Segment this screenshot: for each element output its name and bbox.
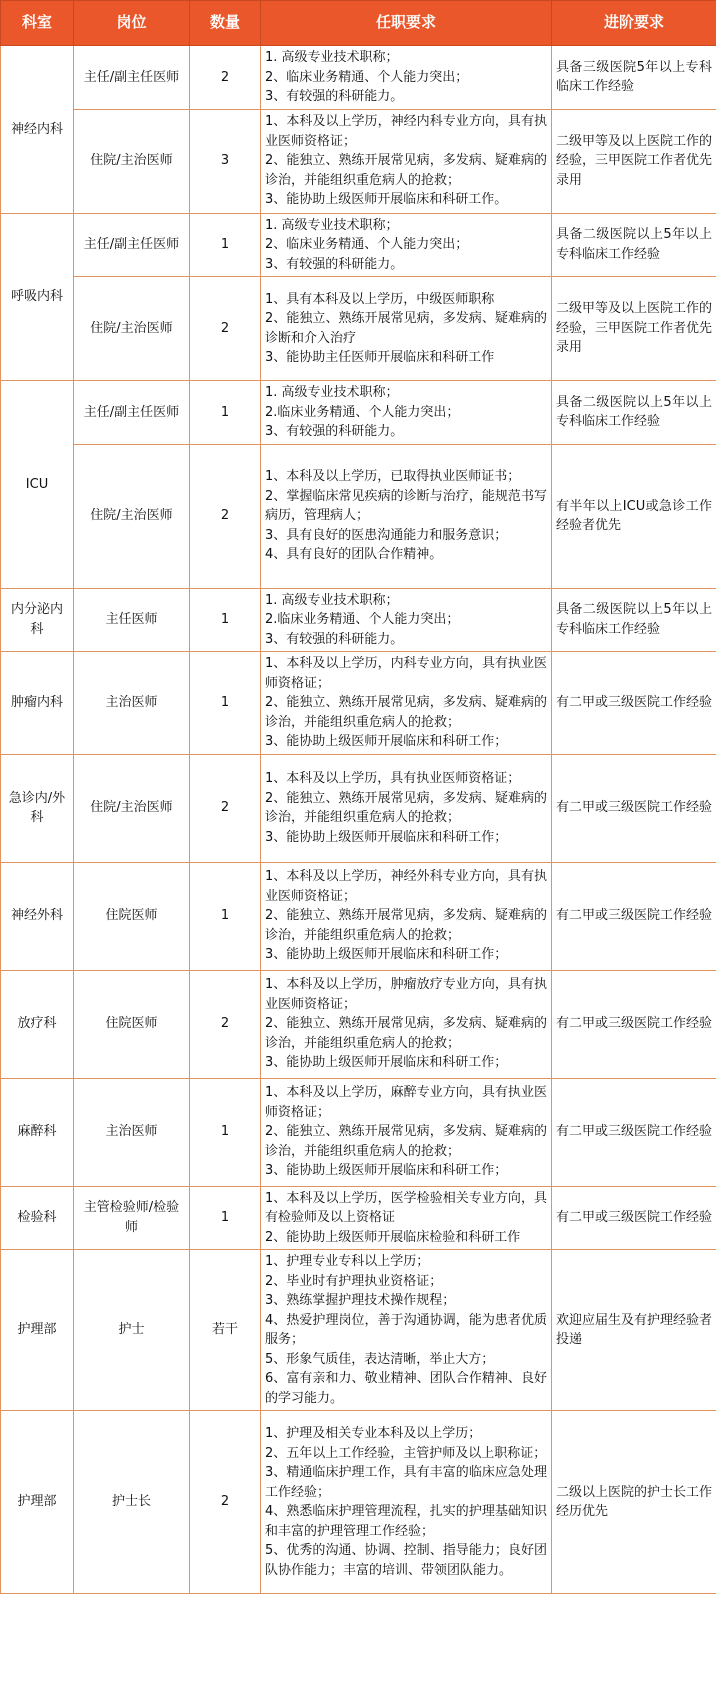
cell-department: 麻醉科: [1, 1078, 74, 1186]
header-count: 数量: [190, 1, 261, 46]
requirement-line: 1. 高级专业技术职称；: [265, 50, 399, 65]
cell-count: 1: [190, 213, 261, 277]
cell-position: 住院/主治医师: [74, 444, 190, 588]
table-row: [1, 109, 716, 213]
cell-requirements: [261, 588, 552, 652]
cell-position: 主任/副主任医师: [74, 381, 190, 445]
cell-count: 1: [190, 1186, 261, 1250]
cell-count: 3: [190, 109, 261, 213]
cell-advancement: 二级甲等及以上医院工作的经验，三甲医院工作者优先录用: [552, 109, 716, 213]
cell-count: 2: [190, 444, 261, 588]
requirement-line: 2、五年以上工作经验，主管护师及以上职称证；: [265, 1445, 547, 1461]
requirement-line: 2、能独立、熟练开展常见病，多发病、疑难病的诊治，并能组织重危病人的抢救；: [265, 1124, 547, 1159]
cell-department: 放疗科: [1, 970, 74, 1078]
requirement-line: 2、临床业务精通、个人能力突出；: [265, 237, 469, 252]
cell-count: 1: [190, 588, 261, 652]
cell-position: 主治医师: [74, 1078, 190, 1186]
cell-position: 护士长: [74, 1411, 190, 1594]
cell-count: 2: [190, 46, 261, 110]
cell-requirements: [261, 213, 552, 277]
cell-requirements: [261, 1411, 552, 1594]
cell-requirements: [261, 109, 552, 213]
cell-count: 若干: [190, 1250, 261, 1411]
cell-department: 内分泌内科: [1, 588, 74, 652]
cell-advancement: 具备二级医院以上5年以上专科临床工作经验: [552, 588, 716, 652]
requirement-line: 3、能协助上级医师开展临床和科研工作；: [265, 1163, 508, 1179]
table-row: [1, 970, 716, 1078]
cell-department: 护理部: [1, 1411, 74, 1594]
requirement-line: 1、护理专业专科以上学历；: [265, 1254, 430, 1269]
cell-advancement: 二级甲等及以上医院工作的经验，三甲医院工作者优先录用: [552, 277, 716, 381]
requirement-line: 3、能协助上级医师开展临床和科研工作；: [265, 1055, 508, 1071]
requirement-line: 2、毕业时有护理执业资格证；: [265, 1273, 443, 1289]
cell-advancement: 有二甲或三级医院工作经验: [552, 970, 716, 1078]
requirement-line: 2、能独立、熟练开展常见病，多发病、疑难病的诊治，并能组织重危病人的抢救；: [265, 153, 547, 188]
table-row: [1, 652, 716, 755]
requirement-line: 1、本科及以上学历，医学检验相关专业方向，具有检验师及以上资格证: [265, 1190, 547, 1225]
requirement-line: 3、精通临床护理工作，具有丰富的临床应急处理工作经验；: [265, 1465, 547, 1500]
requirement-line: 3、能协助上级医师开展临床和科研工作；: [265, 734, 508, 749]
cell-position: 主治医师: [74, 652, 190, 755]
header-row: [1, 1, 716, 46]
cell-count: 1: [190, 652, 261, 755]
requirement-line: 4、热爱护理岗位，善于沟通协调，能为患者优质服务；: [265, 1312, 547, 1347]
requirement-line: 3、有较强的科研能力。: [265, 631, 404, 647]
requirement-line: 4、熟悉临床护理管理流程，扎实的护理基础知识和丰富的护理管理工作经验；: [265, 1504, 547, 1539]
cell-advancement: 具备二级医院以上5年以上专科临床工作经验: [552, 381, 716, 445]
requirement-line: 3、能协助主任医师开展临床和科研工作: [265, 350, 495, 365]
requirement-line: 2、临床业务精通、个人能力突出；: [265, 69, 469, 85]
requirement-line: 3、能协助上级医师开展临床和科研工作；: [265, 947, 508, 963]
cell-requirements: [261, 652, 552, 755]
requirement-line: 3、能协助上级医师开展临床和科研工作。: [265, 192, 508, 208]
cell-position: 主任/副主任医师: [74, 213, 190, 277]
table-row: [1, 213, 716, 277]
cell-department: ICU: [1, 381, 74, 589]
cell-requirements: [261, 381, 552, 445]
cell-position: 主任/副主任医师: [74, 46, 190, 110]
table-row: [1, 588, 716, 652]
cell-advancement: 有二甲或三级医院工作经验: [552, 862, 716, 970]
requirement-line: 1、本科及以上学历，神经内科专业方向，具有执业医师资格证；: [265, 114, 547, 149]
cell-advancement: 有二甲或三级医院工作经验: [552, 1186, 716, 1250]
cell-requirements: [261, 444, 552, 588]
requirement-line: 2、掌握临床常见疾病的诊断与治疗，能规范书写病历，管理病人；: [265, 488, 547, 524]
header-requirements: 任职要求: [261, 1, 552, 46]
requirement-line: 1、本科及以上学历，具有执业医师资格证；: [265, 771, 521, 786]
table-row: [1, 1250, 716, 1411]
requirement-line: 3、熟练掌握护理技术操作规程；: [265, 1293, 456, 1308]
cell-advancement: 有半年以上ICU或急诊工作经验者优先: [552, 444, 716, 588]
requirement-line: 3、具有良好的医患沟通能力和服务意识；: [265, 527, 508, 543]
table-row: [1, 444, 716, 588]
cell-requirements: [261, 277, 552, 381]
cell-requirements: [261, 862, 552, 970]
requirement-line: 2、能独立、熟练开展常见病，多发病、疑难病的诊治，并能组织重危病人的抢救；: [265, 908, 547, 943]
cell-requirements: [261, 754, 552, 862]
requirement-line: 2.临床业务精通、个人能力突出；: [265, 612, 460, 627]
requirement-line: 1、具有本科及以上学历，中级医师职称: [265, 291, 495, 307]
requirement-line: 2、能独立、熟练开展常见病，多发病、疑难病的诊断和介入治疗: [265, 311, 547, 346]
table-row: [1, 1411, 716, 1594]
requirement-line: 3、能协助上级医师开展临床和科研工作；: [265, 829, 508, 845]
requirement-line: 2.临床业务精通、个人能力突出；: [265, 404, 460, 420]
requirement-line: 6、富有亲和力、敬业精神、团队合作精神、良好的学习能力。: [265, 1371, 547, 1406]
cell-count: 2: [190, 277, 261, 381]
requirement-line: 2、能独立、熟练开展常见病，多发病、疑难病的诊治，并能组织重危病人的抢救；: [265, 790, 547, 825]
cell-count: 2: [190, 754, 261, 862]
cell-advancement: 有二甲或三级医院工作经验: [552, 1078, 716, 1186]
requirement-line: 2、能独立、熟练开展常见病，多发病、疑难病的诊治，并能组织重危病人的抢救；: [265, 1016, 547, 1051]
table-row: [1, 381, 716, 445]
requirement-line: 5、形象气质佳，表达清晰，举止大方；: [265, 1351, 495, 1367]
requirement-line: 1、本科及以上学历，肿瘤放疗专业方向，具有执业医师资格证；: [265, 977, 547, 1012]
requirement-line: 1. 高级专业技术职称；: [265, 217, 399, 233]
requirement-line: 5、优秀的沟通、协调、控制、指导能力；良好团队协作能力；丰富的培训、带领团队能力。: [265, 1543, 547, 1578]
cell-requirements: [261, 1250, 552, 1411]
cell-department: 呼吸内科: [1, 213, 74, 381]
header-position: 岗位: [74, 1, 190, 46]
cell-requirements: [261, 46, 552, 110]
cell-position: 护士: [74, 1250, 190, 1411]
cell-advancement: 有二甲或三级医院工作经验: [552, 652, 716, 755]
requirement-line: 2、能独立、熟练开展常见病，多发病、疑难病的诊治，并能组织重危病人的抢救；: [265, 695, 547, 730]
cell-department: 神经外科: [1, 862, 74, 970]
table-row: [1, 862, 716, 970]
cell-advancement: 具备三级医院5年以上专科临床工作经验: [552, 46, 716, 110]
cell-requirements: [261, 1078, 552, 1186]
cell-count: 2: [190, 1411, 261, 1594]
cell-department: 检验科: [1, 1186, 74, 1250]
cell-position: 住院/主治医师: [74, 109, 190, 213]
cell-advancement: 欢迎应届生及有护理经验者投递: [552, 1250, 716, 1411]
table-row: [1, 754, 716, 862]
cell-department: 肿瘤内科: [1, 652, 74, 755]
cell-advancement: 具备二级医院以上5年以上专科临床工作经验: [552, 213, 716, 277]
requirement-line: 1、本科及以上学历，内科专业方向，具有执业医师资格证；: [265, 656, 547, 691]
cell-position: 主任医师: [74, 588, 190, 652]
requirement-line: 3、有较强的科研能力。: [265, 424, 404, 439]
requirement-line: 1、护理及相关专业本科及以上学历；: [265, 1426, 482, 1441]
table-row: [1, 46, 716, 110]
table-row: [1, 1078, 716, 1186]
requirement-line: 2、能协助上级医师开展临床检验和科研工作: [265, 1229, 521, 1245]
cell-count: 1: [190, 381, 261, 445]
cell-position: 住院/主治医师: [74, 754, 190, 862]
cell-advancement: 有二甲或三级医院工作经验: [552, 754, 716, 862]
cell-count: 1: [190, 1078, 261, 1186]
requirement-line: 1. 高级专业技术职称；: [265, 385, 399, 400]
header-advancement: 进阶要求: [552, 1, 716, 46]
cell-position: 住院/主治医师: [74, 277, 190, 381]
requirement-line: 1. 高级专业技术职称；: [265, 592, 399, 608]
cell-position: 住院医师: [74, 862, 190, 970]
cell-count: 2: [190, 970, 261, 1078]
cell-department: 急诊内/外科: [1, 754, 74, 862]
requirement-line: 3、有较强的科研能力。: [265, 256, 404, 272]
table-row: [1, 1186, 716, 1250]
cell-count: 1: [190, 862, 261, 970]
cell-advancement: 二级以上医院的护士长工作经历优先: [552, 1411, 716, 1594]
cell-position: 主管检验师/检验师: [74, 1186, 190, 1250]
requirement-line: 4、具有良好的团队合作精神。: [265, 547, 443, 563]
cell-department: 护理部: [1, 1250, 74, 1411]
table-row: [1, 277, 716, 381]
cell-position: 住院医师: [74, 970, 190, 1078]
requirement-line: 1、本科及以上学历，麻醉专业方向，具有执业医师资格证；: [265, 1085, 547, 1120]
cell-requirements: [261, 970, 552, 1078]
cell-requirements: [261, 1186, 552, 1250]
requirement-line: 3、有较强的科研能力。: [265, 89, 404, 104]
requirement-line: 1、本科及以上学历，已取得执业医师证书；: [265, 469, 521, 485]
requirement-line: 1、本科及以上学历，神经外科专业方向，具有执业医师资格证；: [265, 869, 547, 904]
header-department: 科室: [1, 1, 74, 46]
cell-department: 神经内科: [1, 46, 74, 214]
